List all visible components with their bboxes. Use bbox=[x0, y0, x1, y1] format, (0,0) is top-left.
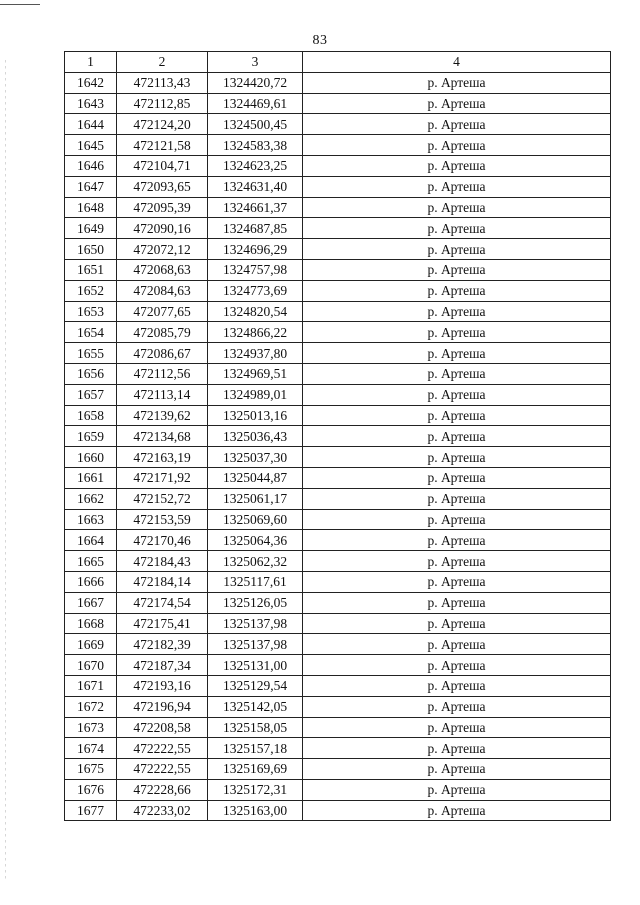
y-coordinate-cell: 1324661,37 bbox=[208, 197, 303, 218]
point-number-cell: 1651 bbox=[65, 259, 117, 280]
description-cell: р. Артеша bbox=[303, 592, 611, 613]
point-number-cell: 1658 bbox=[65, 405, 117, 426]
x-coordinate-cell: 472085,79 bbox=[117, 322, 208, 343]
table-row bbox=[65, 343, 611, 364]
table-row bbox=[65, 93, 611, 114]
description-cell: р. Артеша bbox=[303, 343, 611, 364]
description-cell: р. Артеша bbox=[303, 717, 611, 738]
y-coordinate-cell: 1324866,22 bbox=[208, 322, 303, 343]
table-row bbox=[65, 675, 611, 696]
x-coordinate-cell: 472121,58 bbox=[117, 135, 208, 156]
y-coordinate-cell: 1324696,29 bbox=[208, 239, 303, 260]
x-coordinate-cell: 472112,56 bbox=[117, 363, 208, 384]
table-row bbox=[65, 509, 611, 530]
point-number-cell: 1650 bbox=[65, 239, 117, 260]
x-coordinate-cell: 472134,68 bbox=[117, 426, 208, 447]
point-number-cell: 1647 bbox=[65, 176, 117, 197]
x-coordinate-cell: 472084,63 bbox=[117, 280, 208, 301]
description-cell: р. Артеша bbox=[303, 551, 611, 572]
y-coordinate-cell: 1325013,16 bbox=[208, 405, 303, 426]
table-row bbox=[65, 301, 611, 322]
table-row bbox=[65, 551, 611, 572]
table-row bbox=[65, 155, 611, 176]
point-number-cell: 1667 bbox=[65, 592, 117, 613]
description-cell: р. Артеша bbox=[303, 738, 611, 759]
y-coordinate-cell: 1325172,31 bbox=[208, 779, 303, 800]
x-coordinate-cell: 472187,34 bbox=[117, 655, 208, 676]
description-cell: р. Артеша bbox=[303, 655, 611, 676]
x-coordinate-cell: 472113,43 bbox=[117, 72, 208, 93]
y-coordinate-cell: 1324820,54 bbox=[208, 301, 303, 322]
point-number-cell: 1645 bbox=[65, 135, 117, 156]
point-number-cell: 1663 bbox=[65, 509, 117, 530]
point-number-cell: 1676 bbox=[65, 779, 117, 800]
y-coordinate-cell: 1325131,00 bbox=[208, 655, 303, 676]
x-coordinate-cell: 472171,92 bbox=[117, 467, 208, 488]
point-number-cell: 1655 bbox=[65, 343, 117, 364]
description-cell: р. Артеша bbox=[303, 280, 611, 301]
y-coordinate-cell: 1325126,05 bbox=[208, 592, 303, 613]
description-cell: р. Артеша bbox=[303, 155, 611, 176]
x-coordinate-cell: 472113,14 bbox=[117, 384, 208, 405]
table-row bbox=[65, 426, 611, 447]
table-header-row bbox=[65, 52, 611, 73]
description-cell: р. Артеша bbox=[303, 197, 611, 218]
table-row bbox=[65, 322, 611, 343]
y-coordinate-cell: 1325036,43 bbox=[208, 426, 303, 447]
y-coordinate-cell: 1324969,51 bbox=[208, 363, 303, 384]
x-coordinate-cell: 472175,41 bbox=[117, 613, 208, 634]
coordinates-table bbox=[64, 51, 611, 821]
x-coordinate-cell: 472170,46 bbox=[117, 530, 208, 551]
description-cell: р. Артеша bbox=[303, 571, 611, 592]
y-coordinate-cell: 1324687,85 bbox=[208, 218, 303, 239]
table-row bbox=[65, 696, 611, 717]
table-row bbox=[65, 218, 611, 239]
point-number-cell: 1642 bbox=[65, 72, 117, 93]
table-row bbox=[65, 176, 611, 197]
y-coordinate-cell: 1324937,80 bbox=[208, 343, 303, 364]
x-coordinate-cell: 472077,65 bbox=[117, 301, 208, 322]
x-coordinate-cell: 472184,14 bbox=[117, 571, 208, 592]
corner-scan-mark bbox=[0, 0, 40, 5]
description-cell: р. Артеша bbox=[303, 72, 611, 93]
description-cell: р. Артеша bbox=[303, 176, 611, 197]
point-number-cell: 1659 bbox=[65, 426, 117, 447]
table-row bbox=[65, 779, 611, 800]
y-coordinate-cell: 1324773,69 bbox=[208, 280, 303, 301]
point-number-cell: 1664 bbox=[65, 530, 117, 551]
table-row bbox=[65, 488, 611, 509]
y-coordinate-cell: 1325069,60 bbox=[208, 509, 303, 530]
description-cell: р. Артеша bbox=[303, 800, 611, 821]
description-cell: р. Артеша bbox=[303, 239, 611, 260]
x-coordinate-cell: 472208,58 bbox=[117, 717, 208, 738]
point-number-cell: 1652 bbox=[65, 280, 117, 301]
table-body bbox=[65, 72, 611, 821]
point-number-cell: 1656 bbox=[65, 363, 117, 384]
header-cell: 3 bbox=[208, 52, 303, 73]
page-number: 83 bbox=[312, 33, 328, 48]
y-coordinate-cell: 1324757,98 bbox=[208, 259, 303, 280]
x-coordinate-cell: 472124,20 bbox=[117, 114, 208, 135]
x-coordinate-cell: 472174,54 bbox=[117, 592, 208, 613]
x-coordinate-cell: 472072,12 bbox=[117, 239, 208, 260]
table-row bbox=[65, 634, 611, 655]
table-row bbox=[65, 613, 611, 634]
y-coordinate-cell: 1325137,98 bbox=[208, 613, 303, 634]
point-number-cell: 1661 bbox=[65, 467, 117, 488]
description-cell: р. Артеша bbox=[303, 259, 611, 280]
y-coordinate-cell: 1324469,61 bbox=[208, 93, 303, 114]
y-coordinate-cell: 1325062,32 bbox=[208, 551, 303, 572]
y-coordinate-cell: 1324420,72 bbox=[208, 72, 303, 93]
x-coordinate-cell: 472093,65 bbox=[117, 176, 208, 197]
x-coordinate-cell: 472095,39 bbox=[117, 197, 208, 218]
x-coordinate-cell: 472068,63 bbox=[117, 259, 208, 280]
description-cell: р. Артеша bbox=[303, 301, 611, 322]
point-number-cell: 1654 bbox=[65, 322, 117, 343]
table-row bbox=[65, 363, 611, 384]
table-row bbox=[65, 259, 611, 280]
table-row bbox=[65, 655, 611, 676]
x-coordinate-cell: 472153,59 bbox=[117, 509, 208, 530]
description-cell: р. Артеша bbox=[303, 384, 611, 405]
x-coordinate-cell: 472086,67 bbox=[117, 343, 208, 364]
table-row bbox=[65, 447, 611, 468]
table-row bbox=[65, 135, 611, 156]
table-row bbox=[65, 197, 611, 218]
x-coordinate-cell: 472152,72 bbox=[117, 488, 208, 509]
y-coordinate-cell: 1325137,98 bbox=[208, 634, 303, 655]
description-cell: р. Артеша bbox=[303, 447, 611, 468]
description-cell: р. Артеша bbox=[303, 135, 611, 156]
header-cell: 2 bbox=[117, 52, 208, 73]
x-coordinate-cell: 472112,85 bbox=[117, 93, 208, 114]
table-row bbox=[65, 239, 611, 260]
point-number-cell: 1674 bbox=[65, 738, 117, 759]
point-number-cell: 1665 bbox=[65, 551, 117, 572]
table-row bbox=[65, 530, 611, 551]
point-number-cell: 1646 bbox=[65, 155, 117, 176]
point-number-cell: 1649 bbox=[65, 218, 117, 239]
description-cell: р. Артеша bbox=[303, 322, 611, 343]
y-coordinate-cell: 1325044,87 bbox=[208, 467, 303, 488]
y-coordinate-cell: 1325061,17 bbox=[208, 488, 303, 509]
point-number-cell: 1675 bbox=[65, 759, 117, 780]
description-cell: р. Артеша bbox=[303, 93, 611, 114]
table-row bbox=[65, 738, 611, 759]
table-row bbox=[65, 800, 611, 821]
y-coordinate-cell: 1325158,05 bbox=[208, 717, 303, 738]
x-coordinate-cell: 472104,71 bbox=[117, 155, 208, 176]
table-row bbox=[65, 405, 611, 426]
y-coordinate-cell: 1325037,30 bbox=[208, 447, 303, 468]
description-cell: р. Артеша bbox=[303, 675, 611, 696]
table-row bbox=[65, 717, 611, 738]
y-coordinate-cell: 1325169,69 bbox=[208, 759, 303, 780]
x-coordinate-cell: 472222,55 bbox=[117, 759, 208, 780]
y-coordinate-cell: 1325142,05 bbox=[208, 696, 303, 717]
point-number-cell: 1644 bbox=[65, 114, 117, 135]
description-cell: р. Артеша bbox=[303, 509, 611, 530]
y-coordinate-cell: 1324623,25 bbox=[208, 155, 303, 176]
table-row bbox=[65, 571, 611, 592]
point-number-cell: 1673 bbox=[65, 717, 117, 738]
description-cell: р. Артеша bbox=[303, 779, 611, 800]
description-cell: р. Артеша bbox=[303, 467, 611, 488]
point-number-cell: 1672 bbox=[65, 696, 117, 717]
point-number-cell: 1657 bbox=[65, 384, 117, 405]
y-coordinate-cell: 1325163,00 bbox=[208, 800, 303, 821]
y-coordinate-cell: 1324989,01 bbox=[208, 384, 303, 405]
x-coordinate-cell: 472184,43 bbox=[117, 551, 208, 572]
description-cell: р. Артеша bbox=[303, 696, 611, 717]
table-row bbox=[65, 467, 611, 488]
description-cell: р. Артеша bbox=[303, 426, 611, 447]
point-number-cell: 1677 bbox=[65, 800, 117, 821]
point-number-cell: 1670 bbox=[65, 655, 117, 676]
description-cell: р. Артеша bbox=[303, 218, 611, 239]
description-cell: р. Артеша bbox=[303, 759, 611, 780]
y-coordinate-cell: 1324500,45 bbox=[208, 114, 303, 135]
scan-edge-mark bbox=[5, 60, 6, 880]
description-cell: р. Артеша bbox=[303, 634, 611, 655]
table-row bbox=[65, 592, 611, 613]
header-cell: 1 bbox=[65, 52, 117, 73]
x-coordinate-cell: 472182,39 bbox=[117, 634, 208, 655]
table-row bbox=[65, 72, 611, 93]
y-coordinate-cell: 1325064,36 bbox=[208, 530, 303, 551]
point-number-cell: 1666 bbox=[65, 571, 117, 592]
x-coordinate-cell: 472228,66 bbox=[117, 779, 208, 800]
y-coordinate-cell: 1324583,38 bbox=[208, 135, 303, 156]
x-coordinate-cell: 472163,19 bbox=[117, 447, 208, 468]
y-coordinate-cell: 1325129,54 bbox=[208, 675, 303, 696]
description-cell: р. Артеша bbox=[303, 488, 611, 509]
x-coordinate-cell: 472139,62 bbox=[117, 405, 208, 426]
x-coordinate-cell: 472222,55 bbox=[117, 738, 208, 759]
point-number-cell: 1653 bbox=[65, 301, 117, 322]
point-number-cell: 1671 bbox=[65, 675, 117, 696]
x-coordinate-cell: 472196,94 bbox=[117, 696, 208, 717]
table-row bbox=[65, 280, 611, 301]
table-row bbox=[65, 114, 611, 135]
point-number-cell: 1648 bbox=[65, 197, 117, 218]
y-coordinate-cell: 1325117,61 bbox=[208, 571, 303, 592]
y-coordinate-cell: 1324631,40 bbox=[208, 176, 303, 197]
table-row bbox=[65, 759, 611, 780]
description-cell: р. Артеша bbox=[303, 114, 611, 135]
description-cell: р. Артеша bbox=[303, 405, 611, 426]
description-cell: р. Артеша bbox=[303, 530, 611, 551]
table-row bbox=[65, 384, 611, 405]
description-cell: р. Артеша bbox=[303, 613, 611, 634]
x-coordinate-cell: 472233,02 bbox=[117, 800, 208, 821]
y-coordinate-cell: 1325157,18 bbox=[208, 738, 303, 759]
x-coordinate-cell: 472090,16 bbox=[117, 218, 208, 239]
description-cell: р. Артеша bbox=[303, 363, 611, 384]
x-coordinate-cell: 472193,16 bbox=[117, 675, 208, 696]
point-number-cell: 1662 bbox=[65, 488, 117, 509]
point-number-cell: 1669 bbox=[65, 634, 117, 655]
point-number-cell: 1660 bbox=[65, 447, 117, 468]
header-cell: 4 bbox=[303, 52, 611, 73]
point-number-cell: 1668 bbox=[65, 613, 117, 634]
point-number-cell: 1643 bbox=[65, 93, 117, 114]
